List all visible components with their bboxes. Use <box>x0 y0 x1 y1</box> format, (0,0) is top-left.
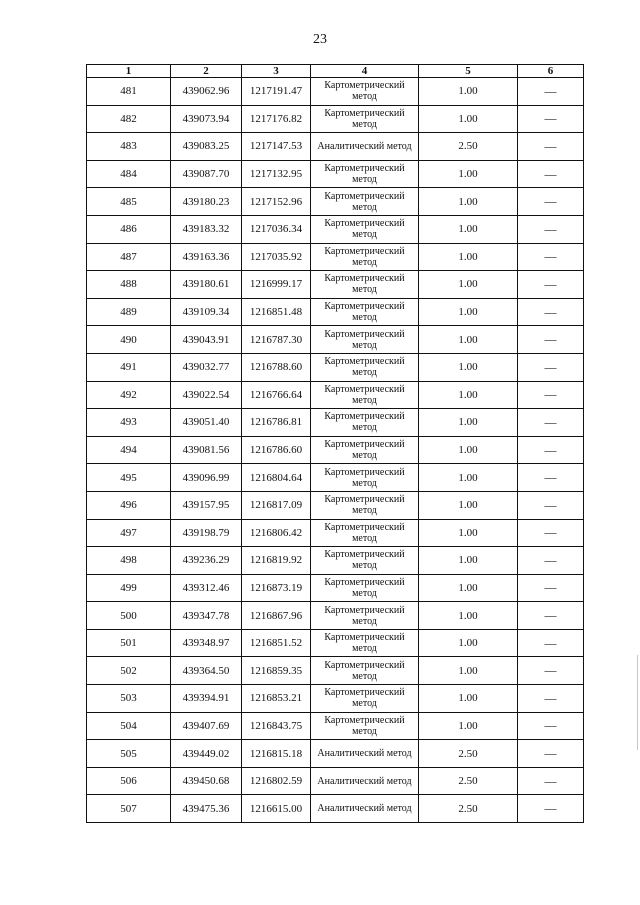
accuracy-cell: 1.00 <box>419 188 518 216</box>
y-coordinate-cell: 1216802.59 <box>242 767 311 795</box>
note-cell: — <box>518 547 584 575</box>
table-row <box>87 105 584 133</box>
table-row <box>87 712 584 740</box>
y-coordinate-cell: 1217191.47 <box>242 78 311 106</box>
table-row <box>87 215 584 243</box>
y-coordinate-cell: 1217152.96 <box>242 188 311 216</box>
method-cell: Аналитический метод <box>311 767 419 795</box>
coordinates-table-container <box>86 64 584 823</box>
y-coordinate-cell: 1216851.48 <box>242 298 311 326</box>
method-cell: Картометрический метод <box>311 574 419 602</box>
accuracy-cell: 1.00 <box>419 464 518 492</box>
column-header-6: 6 <box>518 65 584 78</box>
accuracy-cell: 1.00 <box>419 160 518 188</box>
note-cell: — <box>518 602 584 630</box>
point-number-cell: 504 <box>87 712 171 740</box>
note-cell: — <box>518 353 584 381</box>
table-row <box>87 464 584 492</box>
table-row <box>87 795 584 823</box>
method-cell: Картометрический метод <box>311 381 419 409</box>
column-header-3: 3 <box>242 65 311 78</box>
y-coordinate-cell: 1216817.09 <box>242 491 311 519</box>
method-cell: Картометрический метод <box>311 685 419 713</box>
accuracy-cell: 1.00 <box>419 381 518 409</box>
point-number-cell: 482 <box>87 105 171 133</box>
table-row <box>87 133 584 161</box>
note-cell: — <box>518 436 584 464</box>
table-row <box>87 381 584 409</box>
accuracy-cell: 1.00 <box>419 712 518 740</box>
table-row <box>87 547 584 575</box>
table-row <box>87 685 584 713</box>
accuracy-cell: 1.00 <box>419 409 518 437</box>
accuracy-cell: 2.50 <box>419 740 518 768</box>
accuracy-cell: 2.50 <box>419 795 518 823</box>
y-coordinate-cell: 1217132.95 <box>242 160 311 188</box>
note-cell: — <box>518 78 584 106</box>
x-coordinate-cell: 439312.46 <box>171 574 242 602</box>
method-cell: Картометрический метод <box>311 602 419 630</box>
x-coordinate-cell: 439073.94 <box>171 105 242 133</box>
accuracy-cell: 1.00 <box>419 491 518 519</box>
note-cell: — <box>518 271 584 299</box>
point-number-cell: 500 <box>87 602 171 630</box>
note-cell: — <box>518 685 584 713</box>
y-coordinate-cell: 1217035.92 <box>242 243 311 271</box>
point-number-cell: 498 <box>87 547 171 575</box>
note-cell: — <box>518 519 584 547</box>
table-row <box>87 160 584 188</box>
note-cell: — <box>518 491 584 519</box>
y-coordinate-cell: 1216843.75 <box>242 712 311 740</box>
method-cell: Картометрический метод <box>311 519 419 547</box>
method-cell: Картометрический метод <box>311 409 419 437</box>
y-coordinate-cell: 1216853.21 <box>242 685 311 713</box>
table-row <box>87 353 584 381</box>
point-number-cell: 492 <box>87 381 171 409</box>
point-number-cell: 484 <box>87 160 171 188</box>
method-cell: Аналитический метод <box>311 740 419 768</box>
method-cell: Картометрический метод <box>311 712 419 740</box>
column-header-1: 1 <box>87 65 171 78</box>
accuracy-cell: 1.00 <box>419 685 518 713</box>
table-row <box>87 519 584 547</box>
y-coordinate-cell: 1216786.81 <box>242 409 311 437</box>
x-coordinate-cell: 439022.54 <box>171 381 242 409</box>
table-row <box>87 436 584 464</box>
note-cell: — <box>518 243 584 271</box>
note-cell: — <box>518 574 584 602</box>
method-cell: Картометрический метод <box>311 464 419 492</box>
table-row <box>87 740 584 768</box>
x-coordinate-cell: 439109.34 <box>171 298 242 326</box>
table-row <box>87 271 584 299</box>
note-cell: — <box>518 160 584 188</box>
method-cell: Картометрический метод <box>311 629 419 657</box>
y-coordinate-cell: 1216999.17 <box>242 271 311 299</box>
note-cell: — <box>518 326 584 354</box>
table-row <box>87 409 584 437</box>
method-cell: Картометрический метод <box>311 436 419 464</box>
scan-edge-mark <box>637 655 638 750</box>
x-coordinate-cell: 439449.02 <box>171 740 242 768</box>
x-coordinate-cell: 439364.50 <box>171 657 242 685</box>
table-row <box>87 767 584 795</box>
method-cell: Картометрический метод <box>311 271 419 299</box>
y-coordinate-cell: 1217036.34 <box>242 215 311 243</box>
point-number-cell: 481 <box>87 78 171 106</box>
table-row <box>87 243 584 271</box>
y-coordinate-cell: 1217176.82 <box>242 105 311 133</box>
x-coordinate-cell: 439348.97 <box>171 629 242 657</box>
note-cell: — <box>518 712 584 740</box>
x-coordinate-cell: 439051.40 <box>171 409 242 437</box>
point-number-cell: 496 <box>87 491 171 519</box>
x-coordinate-cell: 439407.69 <box>171 712 242 740</box>
x-coordinate-cell: 439180.23 <box>171 188 242 216</box>
accuracy-cell: 1.00 <box>419 574 518 602</box>
point-number-cell: 502 <box>87 657 171 685</box>
y-coordinate-cell: 1216786.60 <box>242 436 311 464</box>
y-coordinate-cell: 1216815.18 <box>242 740 311 768</box>
point-number-cell: 506 <box>87 767 171 795</box>
point-number-cell: 493 <box>87 409 171 437</box>
method-cell: Картометрический метод <box>311 160 419 188</box>
accuracy-cell: 1.00 <box>419 243 518 271</box>
table-row <box>87 602 584 630</box>
x-coordinate-cell: 439157.95 <box>171 491 242 519</box>
x-coordinate-cell: 439083.25 <box>171 133 242 161</box>
x-coordinate-cell: 439394.91 <box>171 685 242 713</box>
accuracy-cell: 1.00 <box>419 353 518 381</box>
point-number-cell: 505 <box>87 740 171 768</box>
point-number-cell: 503 <box>87 685 171 713</box>
accuracy-cell: 1.00 <box>419 519 518 547</box>
method-cell: Картометрический метод <box>311 188 419 216</box>
point-number-cell: 507 <box>87 795 171 823</box>
accuracy-cell: 1.00 <box>419 326 518 354</box>
y-coordinate-cell: 1216787.30 <box>242 326 311 354</box>
note-cell: — <box>518 133 584 161</box>
method-cell: Аналитический метод <box>311 133 419 161</box>
point-number-cell: 501 <box>87 629 171 657</box>
coordinates-table <box>86 64 584 823</box>
point-number-cell: 491 <box>87 353 171 381</box>
y-coordinate-cell: 1216788.60 <box>242 353 311 381</box>
table-row <box>87 78 584 106</box>
note-cell: — <box>518 381 584 409</box>
accuracy-cell: 1.00 <box>419 271 518 299</box>
method-cell: Картометрический метод <box>311 353 419 381</box>
accuracy-cell: 1.00 <box>419 547 518 575</box>
column-header-5: 5 <box>419 65 518 78</box>
x-coordinate-cell: 439450.68 <box>171 767 242 795</box>
point-number-cell: 495 <box>87 464 171 492</box>
note-cell: — <box>518 795 584 823</box>
method-cell: Картометрический метод <box>311 547 419 575</box>
method-cell: Аналитический метод <box>311 795 419 823</box>
method-cell: Картометрический метод <box>311 298 419 326</box>
note-cell: — <box>518 464 584 492</box>
accuracy-cell: 2.50 <box>419 133 518 161</box>
method-cell: Картометрический метод <box>311 215 419 243</box>
y-coordinate-cell: 1217147.53 <box>242 133 311 161</box>
y-coordinate-cell: 1216766.64 <box>242 381 311 409</box>
note-cell: — <box>518 298 584 326</box>
x-coordinate-cell: 439183.32 <box>171 215 242 243</box>
note-cell: — <box>518 105 584 133</box>
table-header-row <box>87 65 584 78</box>
point-number-cell: 487 <box>87 243 171 271</box>
note-cell: — <box>518 188 584 216</box>
x-coordinate-cell: 439180.61 <box>171 271 242 299</box>
method-cell: Картометрический метод <box>311 78 419 106</box>
accuracy-cell: 1.00 <box>419 657 518 685</box>
accuracy-cell: 1.00 <box>419 78 518 106</box>
method-cell: Картометрический метод <box>311 657 419 685</box>
table-row <box>87 657 584 685</box>
accuracy-cell: 2.50 <box>419 767 518 795</box>
point-number-cell: 497 <box>87 519 171 547</box>
x-coordinate-cell: 439236.29 <box>171 547 242 575</box>
column-header-2: 2 <box>171 65 242 78</box>
x-coordinate-cell: 439347.78 <box>171 602 242 630</box>
point-number-cell: 490 <box>87 326 171 354</box>
accuracy-cell: 1.00 <box>419 298 518 326</box>
x-coordinate-cell: 439081.56 <box>171 436 242 464</box>
y-coordinate-cell: 1216851.52 <box>242 629 311 657</box>
page-number: 23 <box>313 32 327 47</box>
y-coordinate-cell: 1216859.35 <box>242 657 311 685</box>
point-number-cell: 485 <box>87 188 171 216</box>
point-number-cell: 499 <box>87 574 171 602</box>
y-coordinate-cell: 1216867.96 <box>242 602 311 630</box>
y-coordinate-cell: 1216615.00 <box>242 795 311 823</box>
point-number-cell: 486 <box>87 215 171 243</box>
method-cell: Картометрический метод <box>311 243 419 271</box>
point-number-cell: 489 <box>87 298 171 326</box>
note-cell: — <box>518 215 584 243</box>
note-cell: — <box>518 767 584 795</box>
accuracy-cell: 1.00 <box>419 602 518 630</box>
column-header-4: 4 <box>311 65 419 78</box>
x-coordinate-cell: 439163.36 <box>171 243 242 271</box>
table-row <box>87 188 584 216</box>
y-coordinate-cell: 1216806.42 <box>242 519 311 547</box>
table-row <box>87 298 584 326</box>
note-cell: — <box>518 409 584 437</box>
x-coordinate-cell: 439043.91 <box>171 326 242 354</box>
method-cell: Картометрический метод <box>311 326 419 354</box>
accuracy-cell: 1.00 <box>419 436 518 464</box>
accuracy-cell: 1.00 <box>419 215 518 243</box>
note-cell: — <box>518 740 584 768</box>
table-row <box>87 629 584 657</box>
table-body <box>87 78 584 823</box>
y-coordinate-cell: 1216873.19 <box>242 574 311 602</box>
x-coordinate-cell: 439096.99 <box>171 464 242 492</box>
x-coordinate-cell: 439475.36 <box>171 795 242 823</box>
accuracy-cell: 1.00 <box>419 629 518 657</box>
point-number-cell: 488 <box>87 271 171 299</box>
y-coordinate-cell: 1216819.92 <box>242 547 311 575</box>
method-cell: Картометрический метод <box>311 491 419 519</box>
x-coordinate-cell: 439198.79 <box>171 519 242 547</box>
method-cell: Картометрический метод <box>311 105 419 133</box>
note-cell: — <box>518 657 584 685</box>
x-coordinate-cell: 439087.70 <box>171 160 242 188</box>
y-coordinate-cell: 1216804.64 <box>242 464 311 492</box>
table-row <box>87 326 584 354</box>
note-cell: — <box>518 629 584 657</box>
x-coordinate-cell: 439032.77 <box>171 353 242 381</box>
x-coordinate-cell: 439062.96 <box>171 78 242 106</box>
accuracy-cell: 1.00 <box>419 105 518 133</box>
table-row <box>87 574 584 602</box>
point-number-cell: 483 <box>87 133 171 161</box>
table-row <box>87 491 584 519</box>
point-number-cell: 494 <box>87 436 171 464</box>
